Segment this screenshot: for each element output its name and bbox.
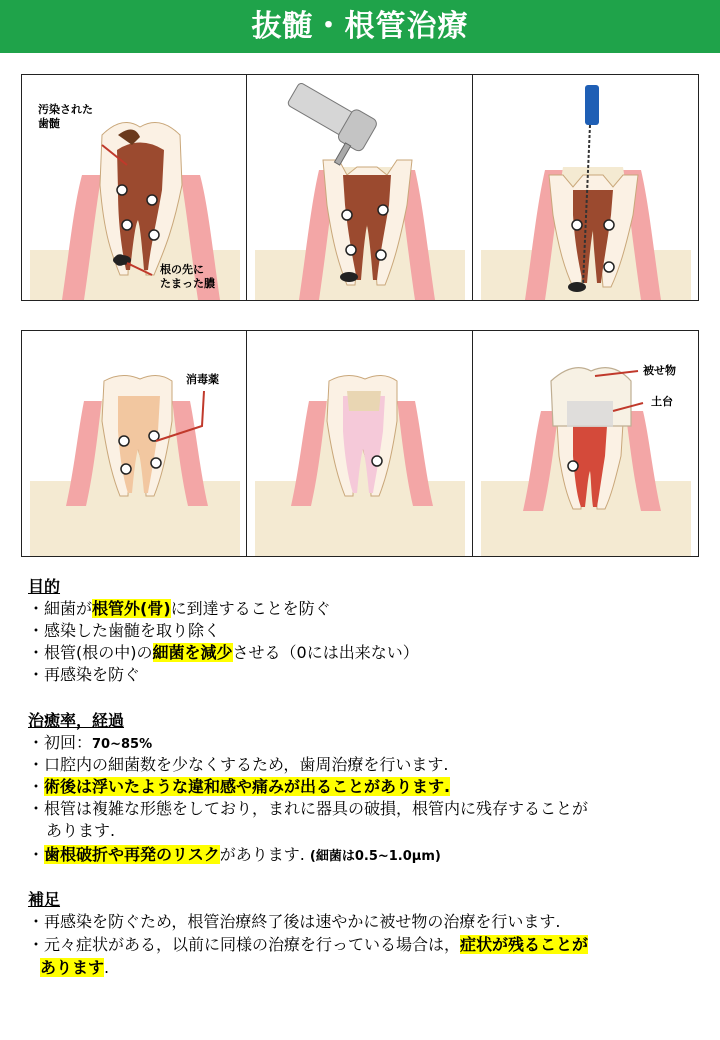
purpose-line-2: ・感染した歯髄を取り除く xyxy=(28,621,221,640)
panel-disinfectant xyxy=(21,330,247,557)
drill-illustration xyxy=(247,75,473,301)
course-line-2: ・口腔内の細菌数を少なくするため，歯周治療を行います. xyxy=(28,755,449,774)
notes-line-2-highlight: 症状が残ることが xyxy=(460,935,589,954)
label-crown: 被せ物 xyxy=(643,364,676,377)
purpose-line-3-a: ・根管(根の中)の xyxy=(28,643,153,662)
heading-notes: 補足 xyxy=(28,890,61,909)
disinfectant-illustration xyxy=(22,331,247,557)
course-line-3 xyxy=(28,776,450,799)
notes-line-2-a: ・元々症状がある，以前に同様の治療を行っている場合は， xyxy=(28,935,461,954)
purpose-line-1 xyxy=(28,598,331,621)
notes-line-3 xyxy=(40,957,109,980)
panel-infected-tooth xyxy=(21,74,247,301)
label-pus-at-root-tip: 根の先に たまった膿 xyxy=(160,263,215,290)
filling-illustration xyxy=(247,331,473,557)
course-line-1 xyxy=(28,732,152,757)
course-line-5-a: ・ xyxy=(28,845,45,864)
purpose-line-3-highlight: 細菌を減少 xyxy=(152,643,233,662)
heading-purpose: 目的 xyxy=(28,577,61,596)
purpose-line-1-c: に到達することを防ぐ xyxy=(170,599,331,618)
course-line-3-highlight: 術後は浮いたような違和感や痛みが出ることがあります. xyxy=(44,777,451,796)
bacteria-size-note: (細菌は0.5~1.0μm) xyxy=(309,849,441,864)
course-line-3-a: ・ xyxy=(28,777,45,796)
panel-drilling xyxy=(246,74,473,301)
label-core: 土台 xyxy=(651,395,673,408)
course-line-4: ・根管は複雑な形態をしており，まれに器具の破損，根管内に残存することが xyxy=(28,799,589,818)
purpose-line-3 xyxy=(28,642,419,665)
course-success-rate: 70~85% xyxy=(92,737,153,752)
notes-line-2 xyxy=(28,934,588,957)
heading-course: 治癒率，経過 xyxy=(28,711,125,730)
panel-filling xyxy=(246,330,473,557)
notes-line-3-c: . xyxy=(104,958,110,977)
file-illustration xyxy=(473,75,699,301)
course-line-1-a: ・初回： xyxy=(28,733,93,752)
notes-line-1: ・再感染を防ぐため，根管治療終了後は速やかに被せ物の治療を行います. xyxy=(28,912,561,931)
notes-line-3-highlight: あります xyxy=(40,958,105,977)
panel-file-cleaning xyxy=(472,74,699,301)
purpose-line-1-highlight: 根管外(骨) xyxy=(92,599,171,618)
course-line-5-c: があります. xyxy=(219,845,305,864)
purpose-line-3-c: させる（0には出来ない） xyxy=(232,643,419,662)
course-line-5-highlight: 歯根破折や再発のリスク xyxy=(44,845,220,864)
course-line-5 xyxy=(28,844,441,869)
page-title: 抜髄・根管治療 xyxy=(0,0,720,53)
label-contaminated-pulp: 汚染された 歯髄 xyxy=(38,103,93,130)
course-line-4-cont: あります. xyxy=(46,821,116,840)
label-disinfectant: 消毒薬 xyxy=(186,373,219,386)
purpose-line-1-a: ・細菌が xyxy=(28,599,93,618)
purpose-line-4: ・再感染を防ぐ xyxy=(28,665,141,684)
panel-crown xyxy=(472,330,699,557)
